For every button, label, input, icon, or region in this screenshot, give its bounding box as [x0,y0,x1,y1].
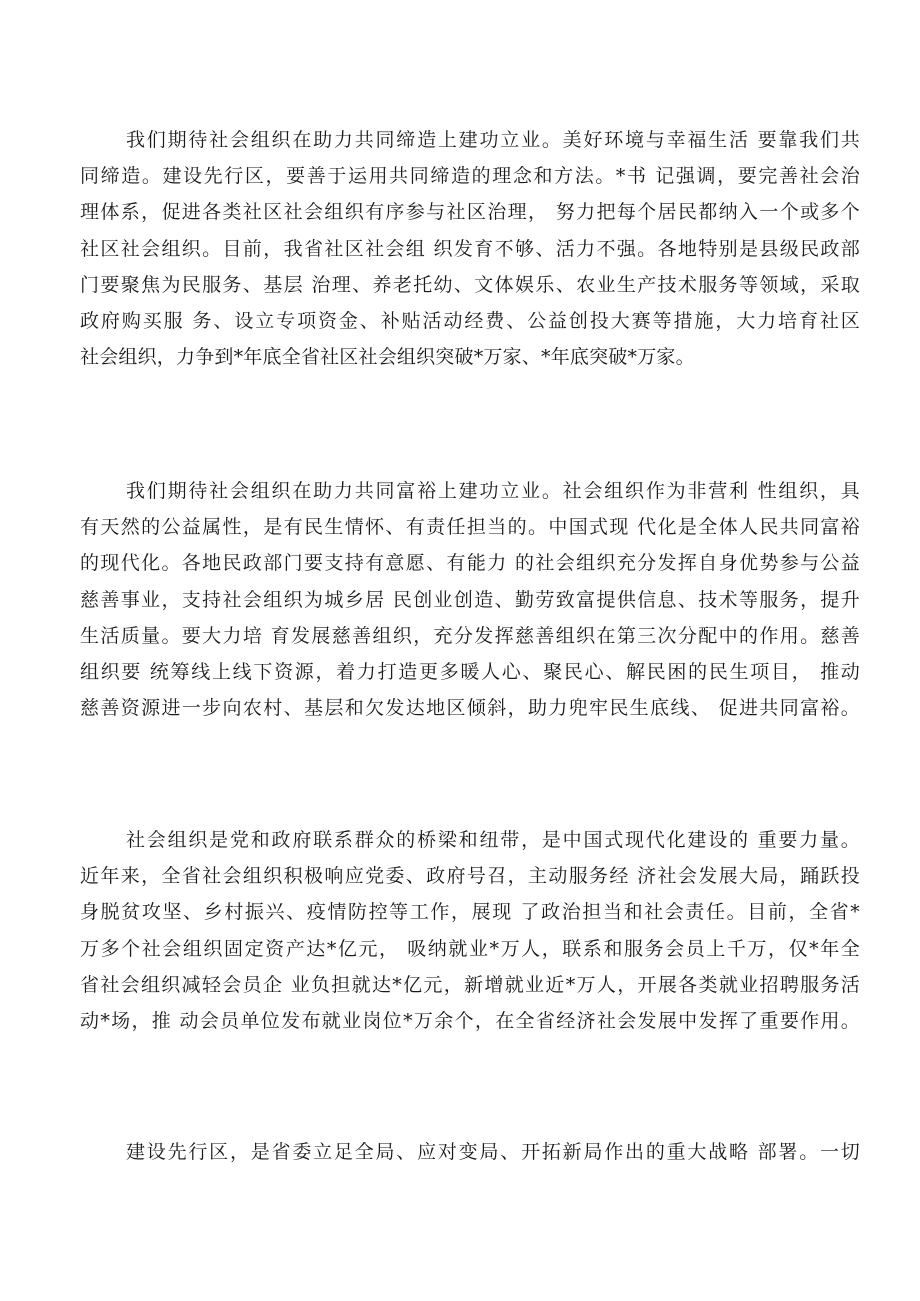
text-line: 省社会组织减轻会员企 业负担就达*亿元，新增就业近*万人，开展各类就业招聘服务活 [80,973,860,996]
text-line: 慈善事业，支持社会组织为城乡居 民创业创造、勤劳致富提供信息、技术等服务，提升 [80,588,860,611]
text-line: 社会组织，力争到*年底全省社区社会组织突破*万家、*年底突破*万家。 [80,346,695,369]
paragraph-1 [80,122,860,375]
text-line: 社区社会组织。目前，我省社区社会组 织发育不够、活力不强。各地特别是县级民政部 [80,237,860,260]
text-line: 身脱贫攻坚、乡村振兴、疫情防控等工作，展现 了政治担当和社会责任。目前，全省* [80,901,860,924]
text-line: 动*场，推 动会员单位发布就业岗位*万余个，在全省经济社会发展中发挥了重要作用。 [80,1009,860,1032]
text-line: 我们期待社会组织在助力共同富裕上建功立业。社会组织作为非营利 性组织，具 [126,480,860,502]
text-line: 慈善资源进一步向农村、基层和欠发达地区倾斜，助力兜牢民生底线、 促进共同富裕。 [80,697,860,720]
paragraph-2 [80,473,860,726]
text-line: 生活质量。要大力培 育发展慈善组织，充分发挥慈善组织在第三次分配中的作用。慈善 [80,624,860,647]
text-line: 同缔造。建设先行区，要善于运用共同缔造的理念和方法。*书 记强调，要完善社会治 [80,165,860,188]
paragraph-3 [80,822,860,1039]
text-line: 社会组织是党和政府联系群众的桥梁和纽带，是中国式现代化建设的 重要力量。 [126,829,860,851]
text-line: 政府购买服 务、设立专项资金、补贴活动经费、公益创投大赛等措施，大力培育社区 [80,309,860,332]
text-line: 有天然的公益属性，是有民生情怀、有责任担当的。中国式现 代化是全体人民共同富裕 [80,516,860,539]
text-line: 我们期待社会组织在助力共同缔造上建功立业。美好环境与幸福生活 要靠我们共 [126,129,860,151]
text-line: 近年来，全省社会组织积极响应党委、政府号召，主动服务经 济社会发展大局，踊跃投 [80,865,860,888]
text-line: 门要聚焦为民服务、基层 治理、养老托幼、文体娱乐、农业生产技术服务等领域，采取 [80,273,860,296]
text-line: 万多个社会组织固定资产达*亿元， 吸纳就业*万人，联系和服务会员上千万，仅*年全 [80,937,860,960]
text-line: 的现代化。各地民政部门要支持有意愿、有能力 的社会组织充分发挥自身优势参与公益 [80,552,860,575]
text-line: 建设先行区，是省委立足全局、应对变局、开拓新局作出的重大战略 部署。一切 [126,1141,860,1163]
paragraph-4 [80,1134,860,1170]
text-line: 组织要 统筹线上线下资源，着力打造更多暖人心、聚民心、解民困的民生项目， 推动 [80,660,860,683]
text-line: 理体系，促进各类社区社会组织有序参与社区治理， 努力把每个居民都纳入一个或多个 [80,201,860,224]
